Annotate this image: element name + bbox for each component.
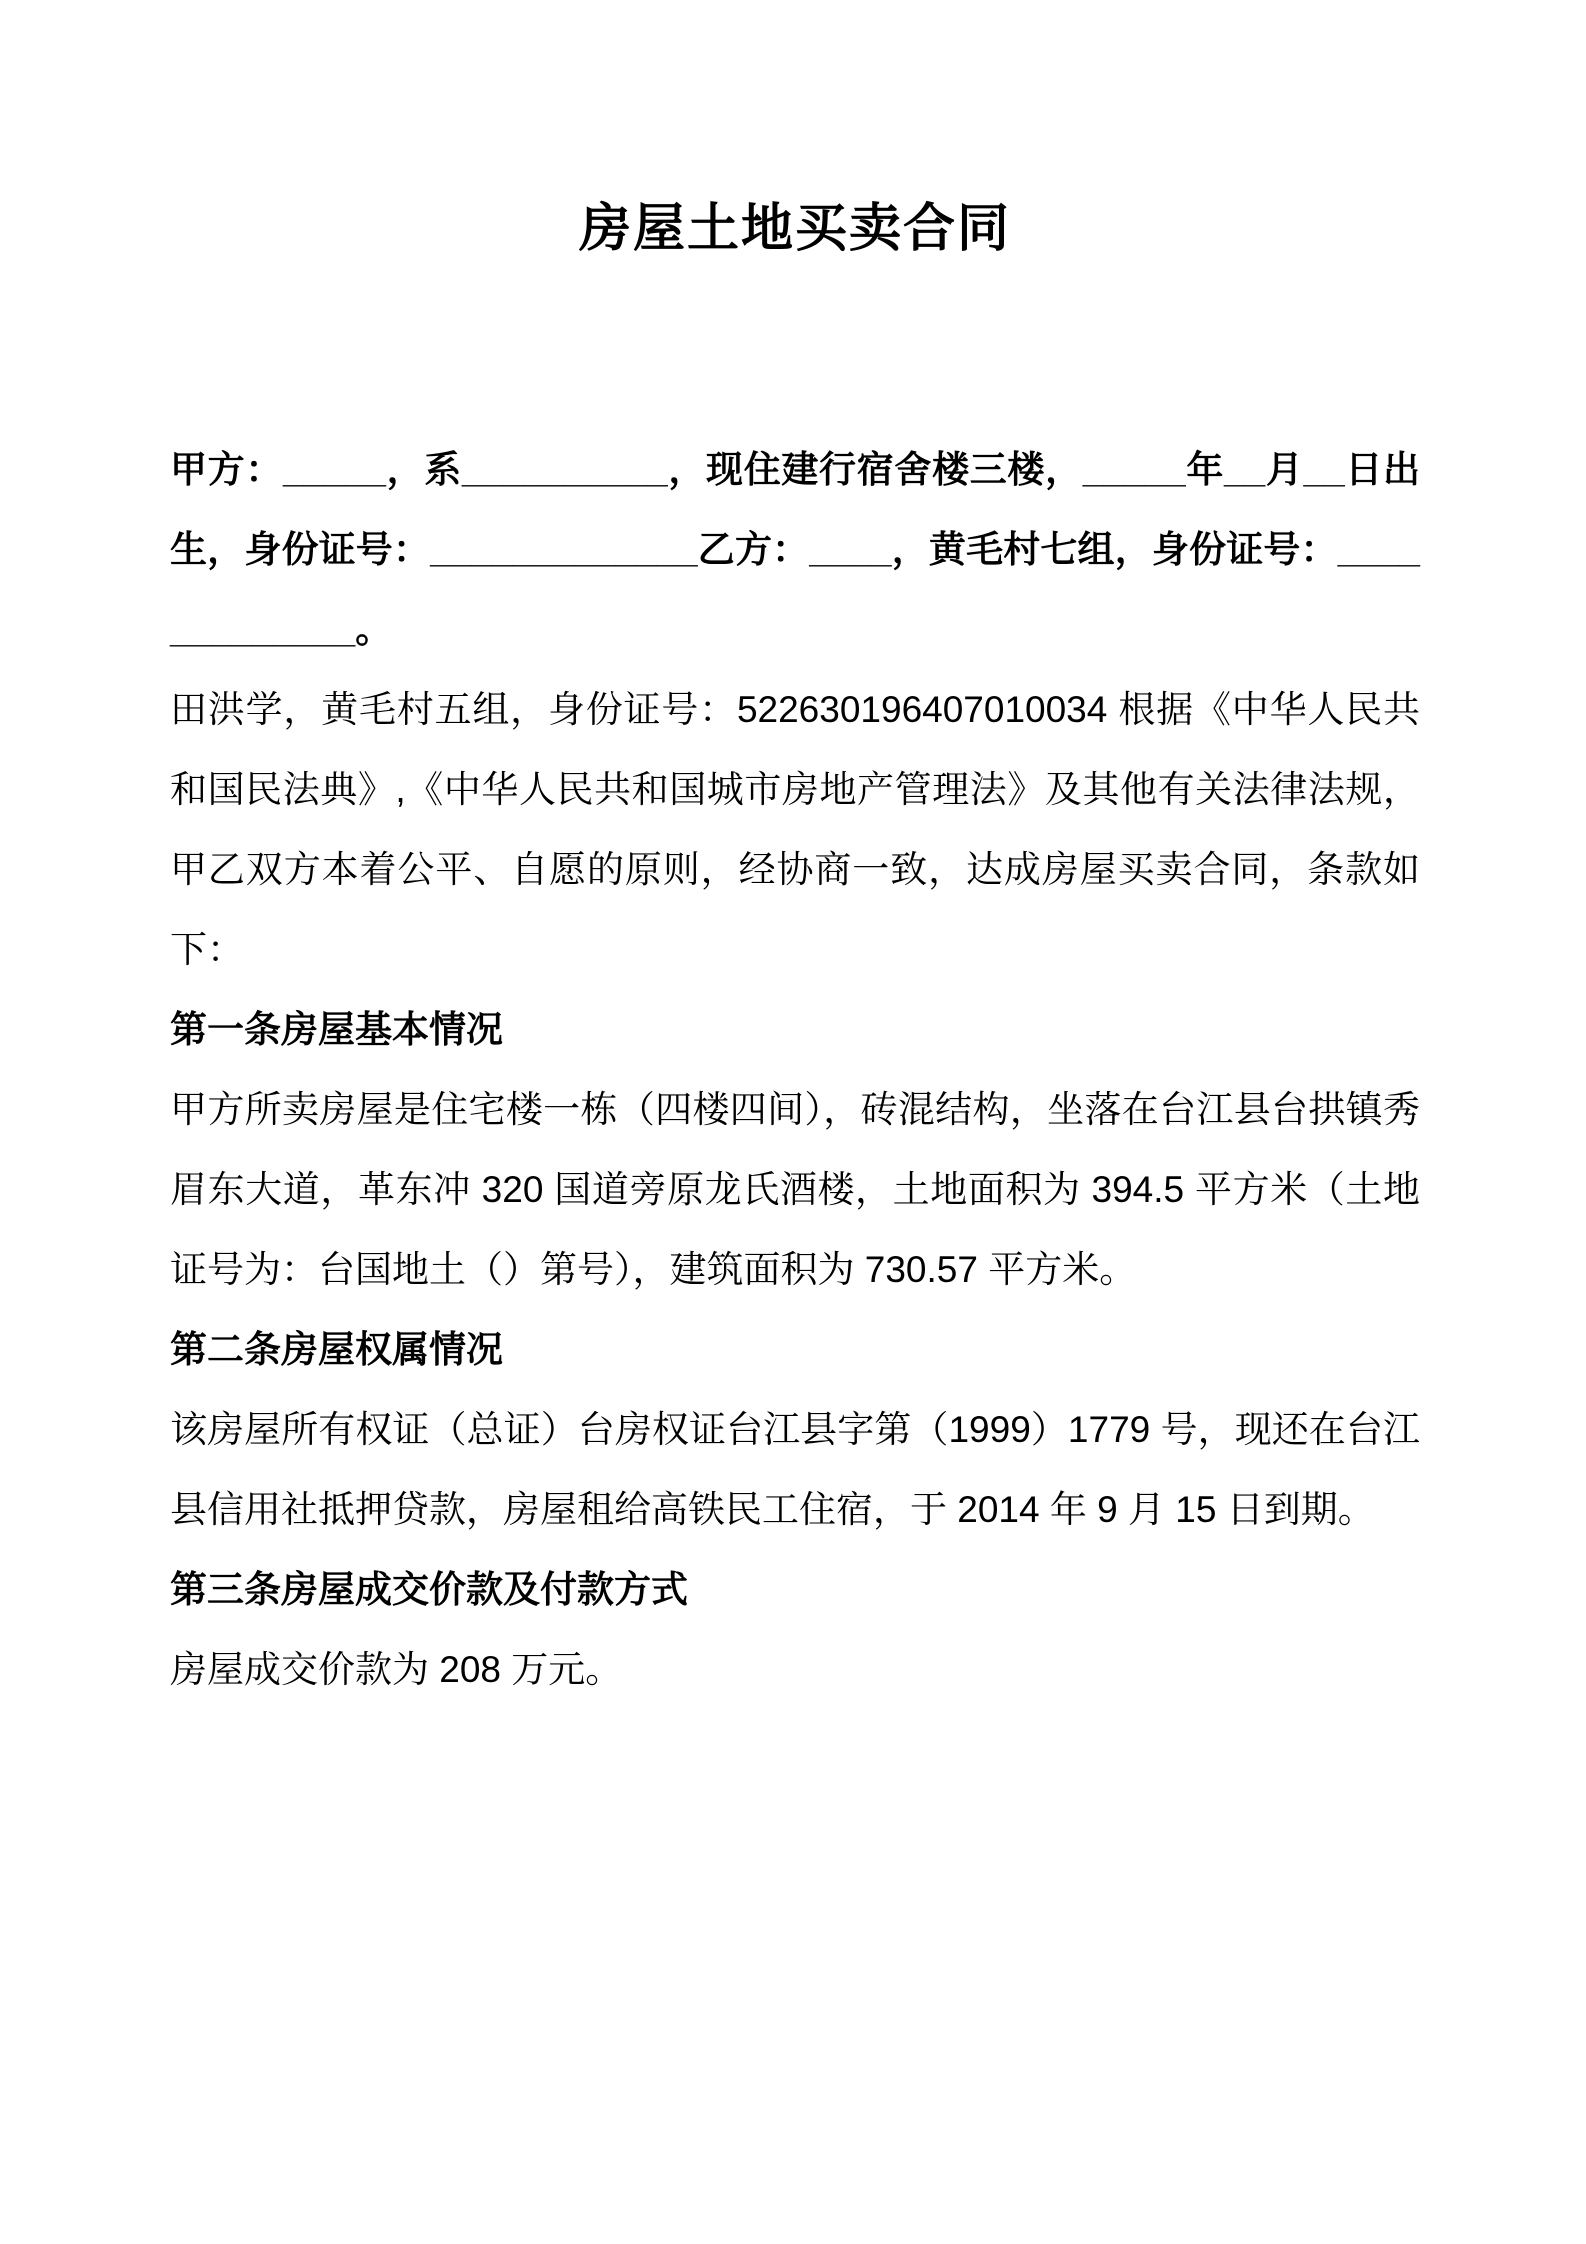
section-heading-article-3: 第三条房屋成交价款及付款方式 [170,1569,688,1610]
article-3-body-paragraph: 房屋成交价款为 208 万元。 [170,1649,623,1690]
section-heading-article-2: 第二条房屋权属情况 [170,1329,503,1370]
section-heading-article-1: 第一条房屋基本情况 [170,1009,503,1050]
preamble-paragraph: 田洪学，黄毛村五组，身份证号：522630196407010034 根据《中华人民共和国民法典》,《中华人民共和国城市房地产管理法》及其他有关法律法规，甲乙双方本着公平、自愿的原则，经协商一致，达成房屋买卖合同，条款如下： [170,689,1420,970]
article-2-body-paragraph: 该房屋所有权证（总证）台房权证台江县字第（1999）1779 号，现还在台江县信用社抵押贷款，房屋租给高铁民工住宿，于 2014 年 9 月 15 日到期。 [170,1409,1420,1530]
document-title: 房屋土地买卖合同 [578,200,1011,258]
party-info-paragraph: 甲方：_____，系__________，现住建行宿舍楼三楼，_____年__月__日出生，身份证号：_____________乙方：____，黄毛村七组，身份证号：_____________。 [170,449,1420,650]
article-1-body-paragraph: 甲方所卖房屋是住宅楼一栋（四楼四间），砖混结构，坐落在台江县台拱镇秀眉东大道，革东冲 320 国道旁原龙氏酒楼，土地面积为 394.5 平方米（土地证号为：台国地土（）第号），建筑面积为 730.57 平方米。 [170,1089,1420,1290]
